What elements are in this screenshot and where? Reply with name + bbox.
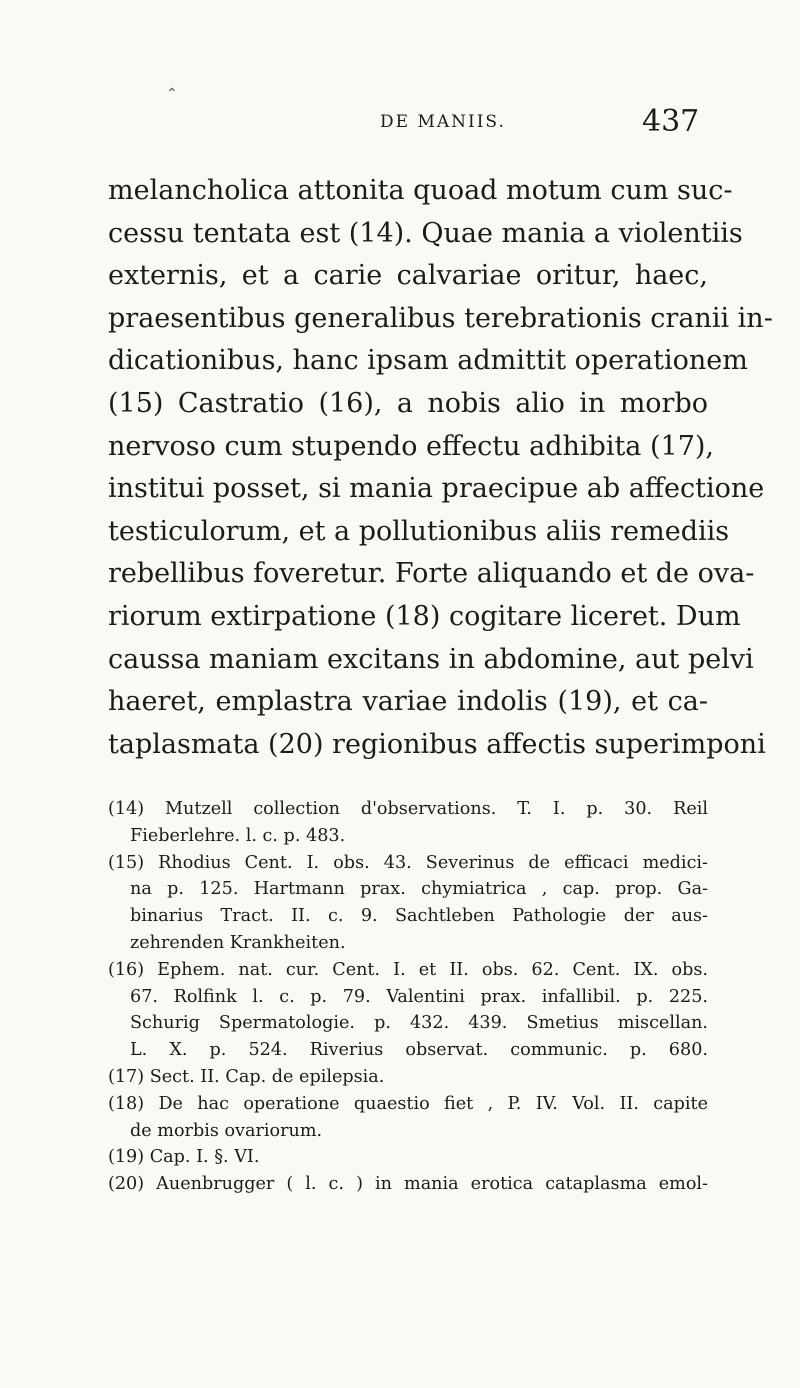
- footnote-line: (20) Auenbrugger ( l. c. ) in mania erotica cataplasma emol-: [108, 1174, 708, 1195]
- body-line: cessu tentata est (14). Quae mania a violentiis: [108, 217, 743, 249]
- page-header: [0, 104, 800, 162]
- footnote-line: Fieberlehre. l. c. p. 483.: [130, 825, 346, 846]
- footnotes: [108, 796, 708, 1198]
- footnote-line: (19) Cap. I. §. VI.: [108, 1147, 260, 1168]
- footnote-line: (15) Rhodius Cent. I. obs. 43. Severinus de efficaci medici-: [108, 852, 708, 873]
- stray-mark: ⌃: [166, 86, 178, 102]
- body-line: caussa maniam excitans in abdomine, aut pelvi: [108, 643, 754, 675]
- body-line: testiculorum, et a pollutionibus aliis remediis: [108, 515, 730, 547]
- body-line: haeret, emplastra variae indolis (19), et ca-: [108, 686, 708, 718]
- footnote-line: (16) Ephem. nat. cur. Cent. I. et II. obs. 62. Cent. IX. obs.: [108, 959, 708, 980]
- body-paragraph: [108, 170, 773, 766]
- footnote-line: (14) Mutzell collection d'observations. T. I. p. 30. Reil: [108, 799, 708, 819]
- page-number: 437: [642, 104, 700, 139]
- body-line: dicationibus, hanc ipsam admittit operationem: [108, 345, 748, 377]
- body-line: taplasmata (20) regionibus affectis superimponi: [108, 728, 766, 760]
- footnote-line: L. X. p. 524. Riverius observat. communic. p. 680.: [130, 1040, 708, 1061]
- footnote-line: Schurig Spermatologie. p. 432. 439. Smetius miscellan.: [130, 1013, 708, 1034]
- footnote-line: (18) De hac operatione quaestio fiet , P. IV. Vol. II. capite: [108, 1093, 708, 1114]
- footnote-line: 67. Rolfink l. c. p. 79. Valentini prax. infallibil. p. 225.: [130, 986, 708, 1007]
- body-line: melancholica attonita quoad motum cum suc-: [108, 175, 733, 206]
- body-line: externis, et a carie calvariae oritur, haec,: [108, 260, 708, 292]
- footnote-line: zehrenden Krankheiten.: [130, 932, 346, 953]
- body-line: nervoso cum stupendo effectu adhibita (17),: [108, 430, 714, 462]
- running-title: DE MANIIS.: [380, 112, 506, 132]
- body-line: rebellibus foveretur. Forte aliquando et de ova-: [108, 558, 755, 590]
- footnote-line: (17) Sect. II. Cap. de epilepsia.: [108, 1066, 385, 1087]
- body-line: praesentibus generalibus terebrationis cranii in-: [108, 302, 773, 334]
- footnote-line: binarius Tract. II. c. 9. Sachtleben Pathologie der aus-: [130, 906, 708, 927]
- body-line: (15) Castratio (16), a nobis alio in morbo: [108, 387, 708, 419]
- body-line: institui posset, si mania praecipue ab affectione: [108, 473, 765, 505]
- footnote-line: de morbis ovariorum.: [130, 1120, 323, 1141]
- footnote-line: na p. 125. Hartmann prax. chymiatrica , cap. prop. Ga-: [130, 879, 708, 900]
- body-line: riorum extirpatione (18) cogitare liceret. Dum: [108, 600, 741, 632]
